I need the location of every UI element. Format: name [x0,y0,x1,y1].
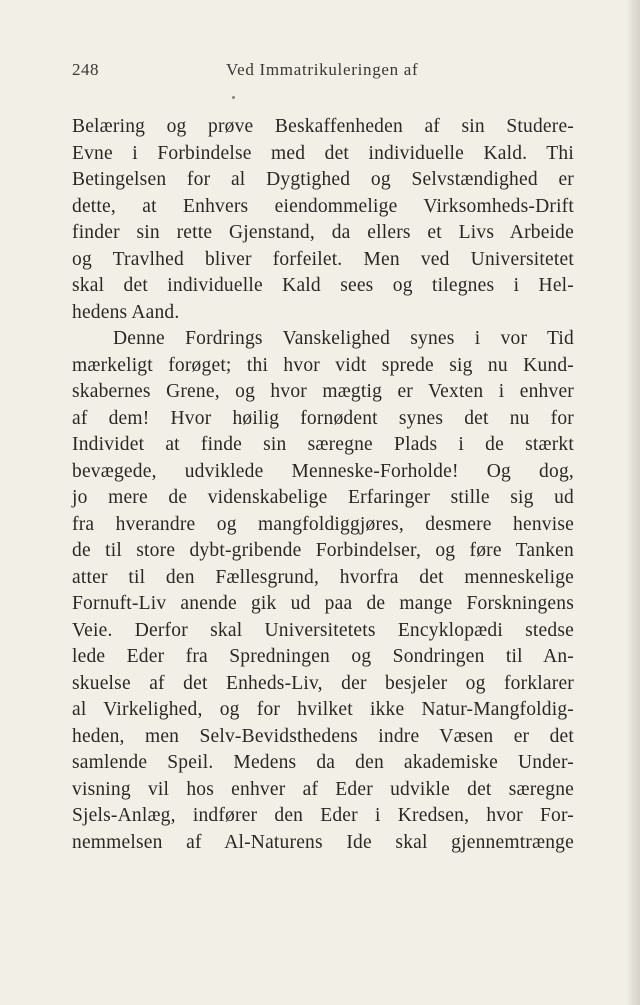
text-line: Fornuft-Liv anende gik ud paa de mange Forskningens [72,593,574,614]
page-header [0,60,640,84]
paragraph-start-line: Denne Fordrings Vanskelighed synes i vor Tid [113,328,574,349]
text-line: hedens Aand. [72,301,180,323]
text-line: jo mere de videnskabelige Erfaringer stille sig ud [72,487,574,508]
page-number: 248 [72,60,99,79]
text-line: finder sin rette Gjenstand, da ellers et Livs Arbeide [72,222,574,243]
text-line: skal det individuelle Kald sees og tilegnes i Hel- [72,275,574,296]
text-line: Betingelsen for al Dygtighed og Selvstændighed er [72,169,574,190]
text-line: Belæring og prøve Beskaffenheden af sin Studere- [72,116,574,137]
text-line: og Travlhed bliver forfeilet. Men ved Universitetet [72,248,574,270]
text-line: atter til den Fællesgrund, hvorfra det menneskelige [72,566,574,588]
text-line: Individet at finde sin særegne Plads i de stærkt [72,434,574,455]
running-head: Ved Immatrikuleringen af [226,60,419,79]
text-line: samlende Speil. Medens da den akademiske Under- [72,752,574,773]
text-line: mærkeligt forøget; thi hvor vidt sprede sig nu Kund- [72,354,574,376]
text-line: nemmelsen af Al-Naturens Ide skal gjennemtrænge [72,831,574,853]
text-line: skuelse af det Enheds-Liv, der besjeler og forklarer [72,672,574,694]
page-edge-shadow [626,0,640,1005]
text-line: skabernes Grene, og hvor mægtig er Vexten i enhver [72,381,574,402]
text-line: dette, at Enhvers eiendommelige Virksomheds-Drift [72,195,574,217]
text-line: fra hverandre og mangfoldiggjøres, desmere henvise [72,513,574,535]
text-line: heden, men Selv-Bevidsthedens indre Væsen er det [72,725,574,747]
text-line: de til store dybt-gribende Forbindelser, og føre Tanken [72,540,574,561]
ink-dot-mark [232,96,235,99]
body-text [72,114,574,856]
text-line: lede Eder fra Spredningen og Sondringen til An- [72,646,574,667]
text-line: bevægede, udviklede Menneske-Forholde! Og dog, [72,460,574,482]
text-line: visning vil hos enhver af Eder udvikle det særegne [72,778,574,800]
text-line: al Virkelighed, og for hvilket ikke Natur-Mangfoldig- [72,699,574,720]
text-line: Veie. Derfor skal Universitetets Encyklopædi stedse [72,619,574,641]
text-line: Evne i Forbindelse med det individuelle Kald. Thi [72,142,574,164]
text-line: af dem! Hvor høilig fornødent synes det nu for [72,407,574,429]
text-line: Sjels-Anlæg, indfører den Eder i Kredsen, hvor For- [72,805,574,826]
